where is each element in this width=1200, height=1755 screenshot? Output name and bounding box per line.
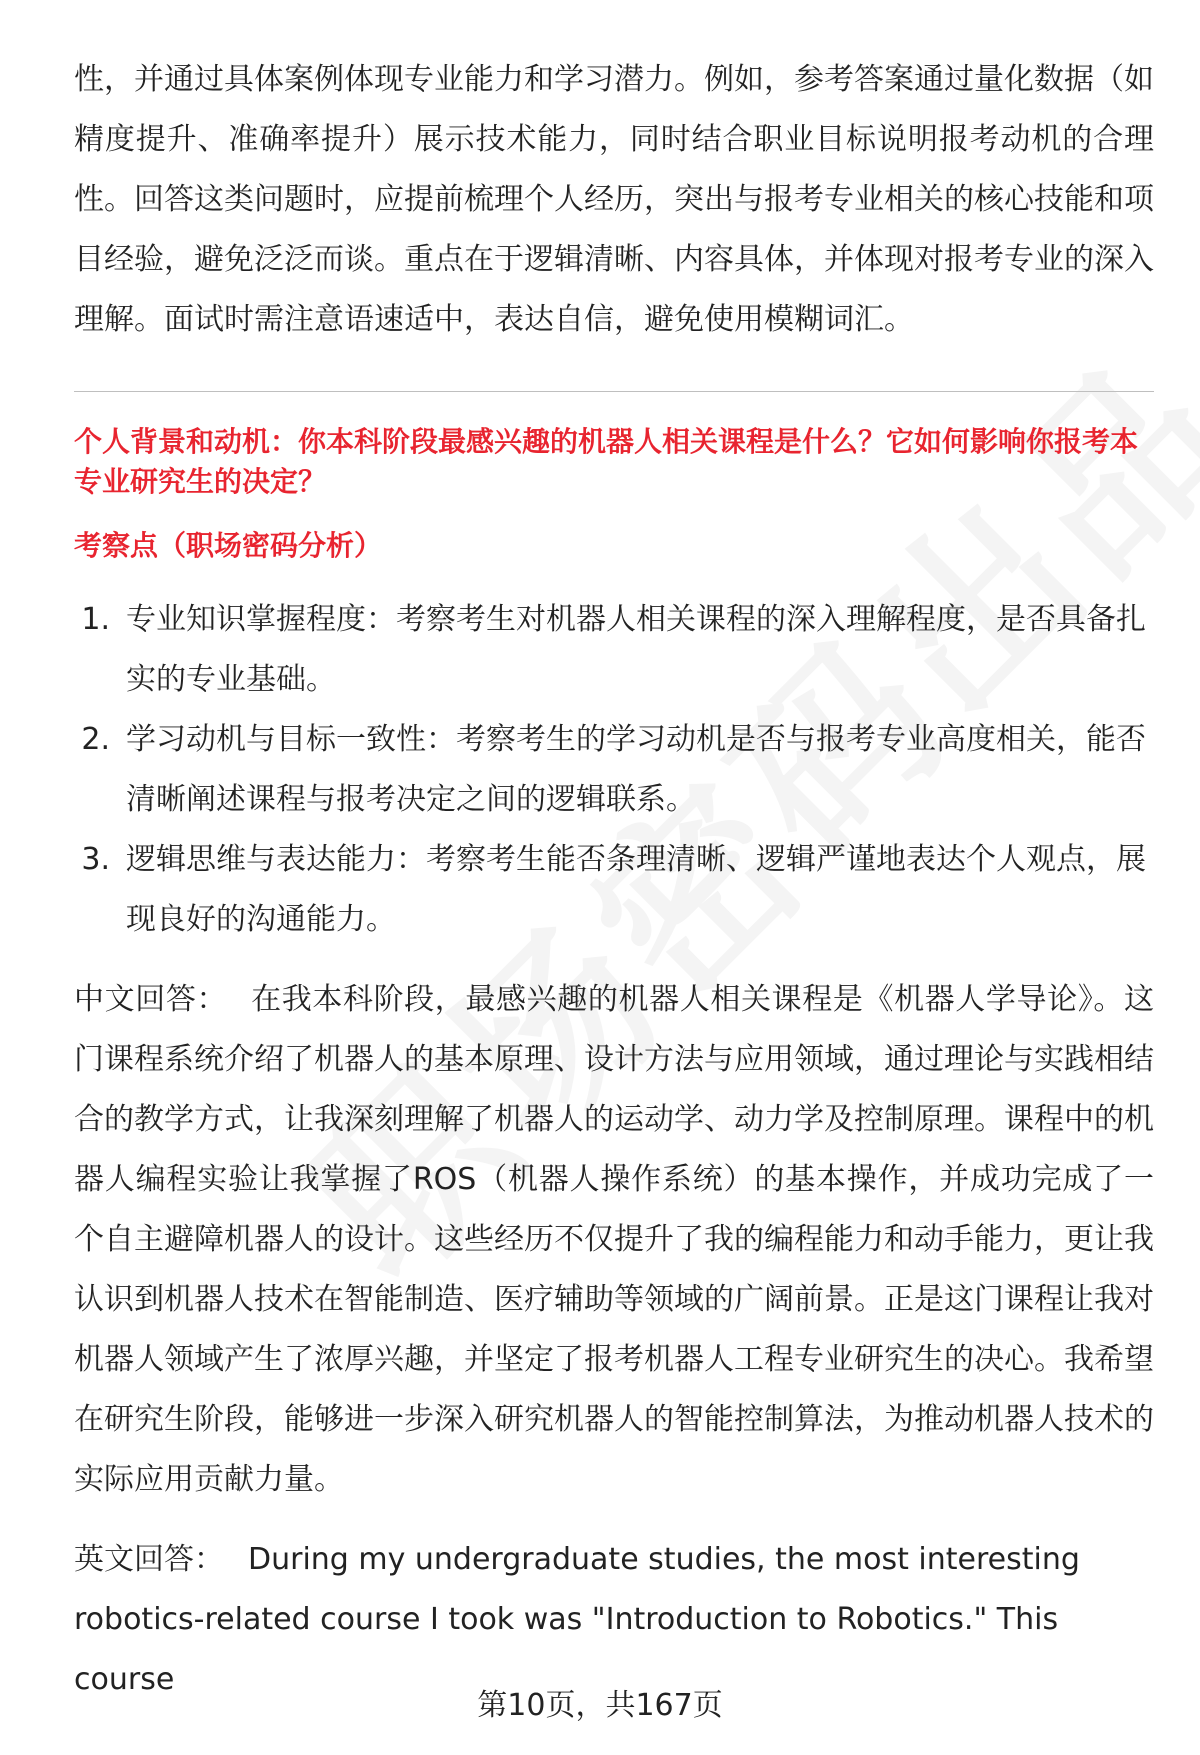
chinese-answer-text: 在我本科阶段，最感兴趣的机器人相关课程是《机器人学导论》。这门课程系统介绍了机器人的基本原理、设计方法与应用领域，通过理论与实践相结合的教学方式，让我深刻理解了机器人的运动学、动力学及控制原理。课程中的机器人编程实验让我掌握了ROS（机器人操作系统）的基本操作，并成功完成了一个自主避障机器人的设计。这些经历不仅提升了我的编程能力和动手能力，更让我认识到机器人技术在智能制造、医疗辅助等领域的广阔前景。正是这门课程让我对机器人领域产生了浓厚兴趣，并坚定了报考机器人工程专业研究生的决心。我希望在研究生阶段，能够进一步深入研究机器人的智能控制算法，为推动机器人技术的实际应用贡献力量。 [74,982,1155,1497]
list-item-text: 专业知识掌握程度：考察考生对机器人相关课程的深入理解程度，是否具备扎实的专业基础。 [126,602,1146,697]
page-content [74,50,1154,1710]
english-answer [74,1530,1154,1710]
english-answer-label: 英文回答： [74,1542,224,1577]
list-item-text: 学习动机与目标一致性：考察考生的学习动机是否与报考专业高度相关，能否清晰阐述课程与报考决定之间的逻辑联系。 [126,722,1146,817]
list-item-number: 3. [81,842,110,877]
section-divider [74,391,1154,392]
list-item [74,590,1154,710]
analysis-heading: 考察点（职场密码分析） [74,529,383,562]
question-heading: 个人背景和动机：你本科阶段最感兴趣的机器人相关课程是什么？它如何影响你报考本专业研究生的决定？ [74,425,1139,498]
page-number-footer: 第10页，共167页 [477,1688,723,1723]
intro-paragraph: 性，并通过具体案例体现专业能力和学习潜力。例如，参考答案通过量化数据（如精度提升、准确率提升）展示技术能力，同时结合职业目标说明报考动机的合理性。回答这类问题时，应提前梳理个人经历，突出与报考专业相关的核心技能和项目经验，避免泛泛而谈。重点在于逻辑清晰、内容具体，并体现对报考专业的深入理解。面试时需注意语速适中，表达自信，避免使用模糊词汇。 [74,62,1154,337]
list-item [74,830,1154,950]
analysis-points-list [74,590,1154,950]
list-item-text: 逻辑思维与表达能力：考察考生能否条理清晰、逻辑严谨地表达个人观点，展现良好的沟通能力。 [126,842,1146,937]
chinese-answer-label: 中文回答： [74,982,228,1017]
list-item-number: 1. [81,602,110,637]
list-item-number: 2. [81,722,110,757]
english-answer-text: During my undergraduate studies, the most interesting robotics-related course I took was "Introduction to Robotics." This course [74,1542,1080,1697]
chinese-answer [74,970,1154,1510]
list-item [74,710,1154,830]
